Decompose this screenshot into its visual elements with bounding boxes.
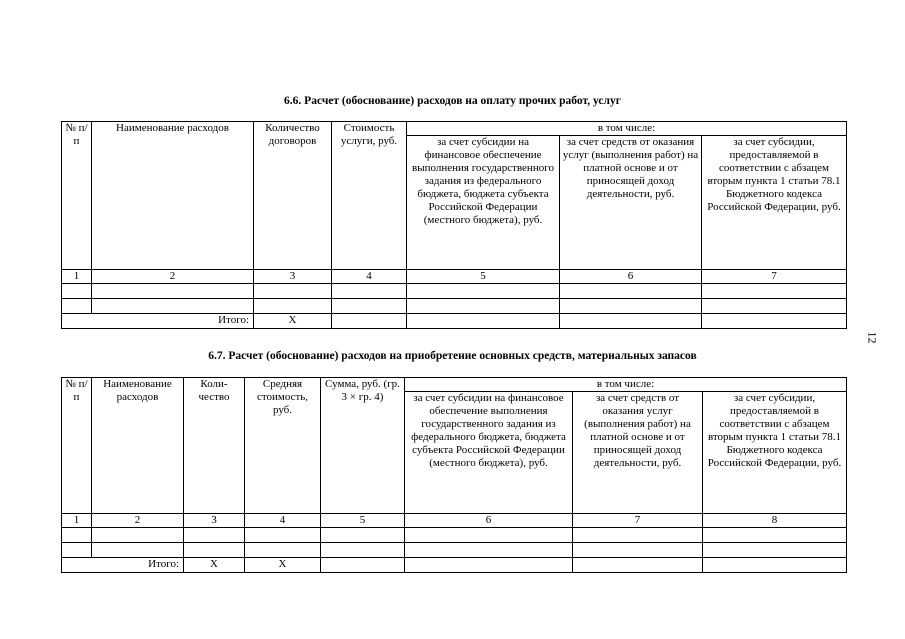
header-paid-services: за счет средств от оказания услуг (выполнения работ) на платной основе и от приносящей доход деятельности, руб.	[573, 392, 703, 514]
empty-cell[interactable]	[62, 528, 92, 543]
header-cost: Стоимость услуги, руб.	[332, 122, 407, 270]
col-number: 7	[702, 270, 847, 284]
empty-cell[interactable]	[92, 284, 254, 299]
section-title-6-7: 6.7. Расчет (обоснование) расходов на приобретение основных средств, материальных запасов	[208, 350, 697, 362]
total-x-cell: X	[184, 558, 245, 573]
col-number: 4	[245, 514, 321, 528]
empty-cell[interactable]	[332, 314, 407, 329]
header-count: Коли-чество	[184, 378, 245, 514]
header-num: № п/п	[62, 122, 92, 270]
header-name: Наименование расходов	[92, 122, 254, 270]
empty-cell[interactable]	[407, 314, 560, 329]
empty-cell[interactable]	[332, 299, 407, 314]
header-sum: Сумма, руб. (гр. 3 × гр. 4)	[321, 378, 405, 514]
col-number: 5	[321, 514, 405, 528]
header-including: в том числе:	[407, 122, 847, 136]
empty-cell[interactable]	[62, 543, 92, 558]
empty-cell[interactable]	[702, 284, 847, 299]
header-num: № п/п	[62, 378, 92, 514]
empty-cell[interactable]	[703, 528, 847, 543]
empty-cell[interactable]	[702, 299, 847, 314]
header-subsidy-78-1: за счет субсидии, предоставляемой в соответствии с абзацем вторым пункта 1 статьи 78.1 Бюджетного кодекса Российской Федерации, руб.	[702, 136, 847, 270]
empty-cell[interactable]	[321, 528, 405, 543]
header-name: Наименование расходов	[92, 378, 184, 514]
empty-cell[interactable]	[254, 284, 332, 299]
empty-cell[interactable]	[407, 284, 560, 299]
header-subsidy-task: за счет субсидии на финансовое обеспечение выполнения государственного задания из федерального бюджета, бюджета субъекта Российской Федерации (местного бюджета), руб.	[405, 392, 573, 514]
total-x-cell: X	[254, 314, 332, 329]
col-number: 3	[254, 270, 332, 284]
empty-cell[interactable]	[703, 558, 847, 573]
empty-cell[interactable]	[184, 543, 245, 558]
header-subsidy-78-1: за счет субсидии, предоставляемой в соответствии с абзацем вторым пункта 1 статьи 78.1 Бюджетного кодекса Российской Федерации, руб.	[703, 392, 847, 514]
table-row	[62, 543, 847, 558]
empty-cell[interactable]	[560, 284, 702, 299]
assets-expenses-table	[61, 377, 847, 573]
table-row	[62, 528, 847, 543]
empty-cell[interactable]	[573, 528, 703, 543]
total-x-cell: X	[245, 558, 321, 573]
total-label: Итого:	[62, 314, 254, 329]
col-number: 2	[92, 514, 184, 528]
total-label: Итого:	[62, 558, 184, 573]
col-number: 6	[560, 270, 702, 284]
empty-cell[interactable]	[560, 299, 702, 314]
empty-cell[interactable]	[407, 299, 560, 314]
empty-cell[interactable]	[405, 528, 573, 543]
page-number: 12	[865, 331, 880, 344]
empty-cell[interactable]	[702, 314, 847, 329]
header-including: в том числе:	[405, 378, 847, 392]
empty-cell[interactable]	[321, 558, 405, 573]
empty-cell[interactable]	[703, 543, 847, 558]
col-number: 5	[407, 270, 560, 284]
col-number: 1	[62, 514, 92, 528]
total-row	[62, 314, 847, 329]
empty-cell[interactable]	[405, 558, 573, 573]
col-number: 6	[405, 514, 573, 528]
header-avg-cost: Средняя стоимость, руб.	[245, 378, 321, 514]
col-number: 8	[703, 514, 847, 528]
empty-cell[interactable]	[62, 299, 92, 314]
total-row	[62, 558, 847, 573]
services-expenses-table	[61, 121, 847, 329]
col-number: 4	[332, 270, 407, 284]
empty-cell[interactable]	[321, 543, 405, 558]
section-title-6-6: 6.6. Расчет (обоснование) расходов на оплату прочих работ, услуг	[284, 95, 621, 107]
empty-cell[interactable]	[245, 543, 321, 558]
header-paid-services: за счет средств от оказания услуг (выполнения работ) на платной основе и от приносящей доход деятельности, руб.	[560, 136, 702, 270]
empty-cell[interactable]	[254, 299, 332, 314]
empty-cell[interactable]	[245, 528, 321, 543]
empty-cell[interactable]	[92, 543, 184, 558]
header-subsidy-task: за счет субсидии на финансовое обеспечение выполнения государственного задания из федерального бюджета, бюджета субъекта Российской Федерации (местного бюджета), руб.	[407, 136, 560, 270]
table-row	[62, 284, 847, 299]
empty-cell[interactable]	[560, 314, 702, 329]
header-count: Количество договоров	[254, 122, 332, 270]
col-number: 7	[573, 514, 703, 528]
col-number: 2	[92, 270, 254, 284]
col-number: 1	[62, 270, 92, 284]
table-row	[62, 299, 847, 314]
empty-cell[interactable]	[405, 543, 573, 558]
empty-cell[interactable]	[184, 528, 245, 543]
empty-cell[interactable]	[573, 558, 703, 573]
empty-cell[interactable]	[573, 543, 703, 558]
empty-cell[interactable]	[92, 299, 254, 314]
empty-cell[interactable]	[332, 284, 407, 299]
col-number: 3	[184, 514, 245, 528]
empty-cell[interactable]	[62, 284, 92, 299]
empty-cell[interactable]	[92, 528, 184, 543]
